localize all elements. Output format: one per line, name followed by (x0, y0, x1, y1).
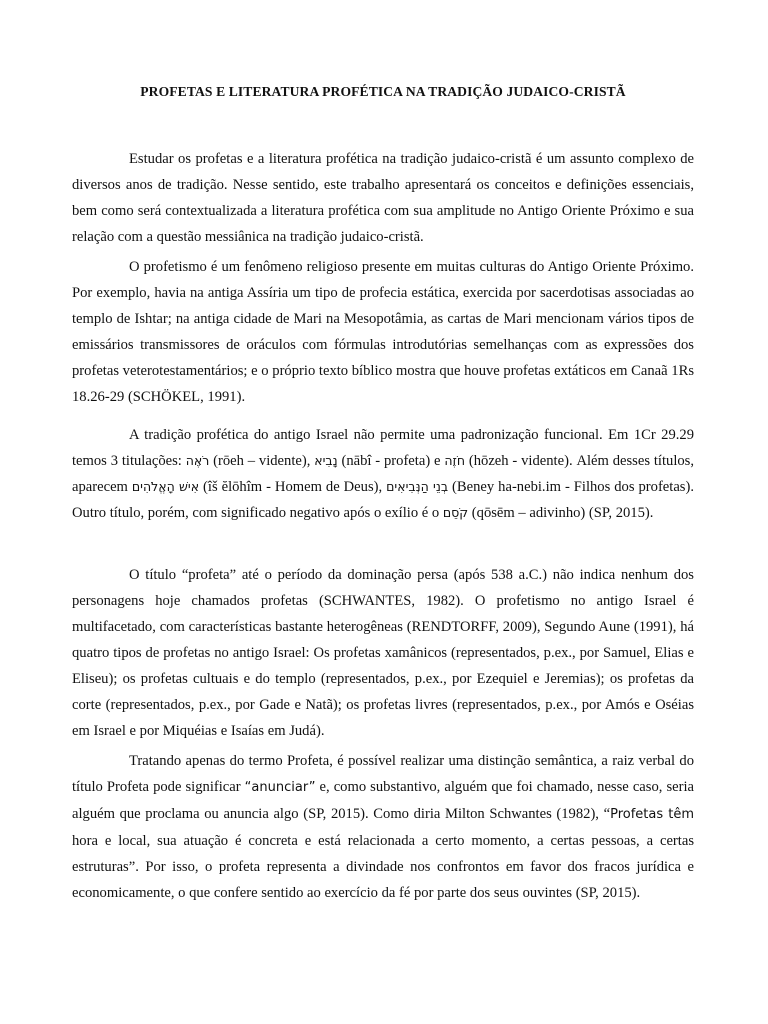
text-segment: (îš ĕlōhîm - Homem de Deus), (199, 479, 387, 495)
paragraph-titulo-profeta: O título “profeta” até o período da dominação persa (após 538 a.C.) não indica nenhum dos personagens hoje chamados profetas (SCHWANTES, 1982). O profetismo no antigo Israel é multifacetado, com características bastante heterogêneas (RENDTORFF, 2009), Segundo Aune (1991), há quatro tipos de profetas no antigo Israel: Os profetas xamânicos (representados, p.ex., por Samuel, Elias e Eliseu); os profetas cultuais e do templo (representados, p.ex., por Ezequiel e Jeremias); os profetas da corte (representados, p.ex., por Gade e Natã); os profetas livres (representados, p.ex., por Amós e Oséias em Israel e por Miquéias e Isaías em Judá). (72, 567, 694, 739)
quoted-term: “anunciar” (244, 780, 316, 795)
document-page (72, 0, 694, 1024)
hebrew-term-beney-nebiim: בְנֵי הַנְּבִיאִים (386, 479, 449, 494)
paragraph-termo-profeta (72, 748, 694, 906)
text-segment: Tratando apenas do termo Profeta, é possível realizar uma distinção semântica, a raiz verbal do título Profeta pode significar (72, 753, 694, 795)
text-segment: (rōeh – vidente), (209, 453, 315, 469)
text-segment: e, como substantivo, alguém que foi chamado, nesse caso, seria alguém que proclama ou anuncia algo (SP, 2015). Como diria Milton Schwantes (1982), “ (72, 779, 695, 822)
text-segment: A tradição profética do antigo Israel não permite uma padronização funcional. Em 1Cr 29.29 temos 3 titulações: (72, 427, 694, 469)
text-segment: (qōsēm – adivinho) (SP, 2015). (468, 505, 654, 521)
document-title: PROFETAS E LITERATURA PROFÉTICA NA TRADIÇÃO JUDAICO-CRISTÃ (140, 84, 626, 99)
hebrew-term-roeh: רֹאֶה (185, 453, 210, 468)
hebrew-term-nabi: נָבִיא (314, 453, 338, 468)
text-segment: (hōzeh - vidente). Além desses títulos, aparecem (72, 453, 694, 495)
text-segment: hora e local, sua atuação é concreta e está relacionada a certo momento, a certas pessoas, a certas estruturas”. Por isso, o profeta representa a divindade nos confrontos em favor dos fracos jurídica e economicamente, o que confere sentido ao exercício da fé por parte dos seus ouvintes (SP, 2015). (72, 833, 694, 901)
paragraph-tradicao (72, 422, 694, 526)
quoted-phrase: Profetas têm (610, 807, 694, 822)
text-segment: (Beney ha-nebi.im - Filhos dos profetas). Outro título, porém, com significado negativo após o exílio é o (72, 479, 694, 521)
hebrew-term-qosem: קֹסֵם (442, 505, 469, 520)
hebrew-term-hozeh: חֹזֶה (444, 453, 466, 468)
paragraph-intro: Estudar os profetas e a literatura profética na tradição judaico-cristã é um assunto complexo de diversos anos de tradição. Nesse sentido, este trabalho apresentará os conceitos e definições essenciais, bem como será contextualizada a literatura profética com sua amplitude no Antigo Oriente Próximo e sua relação com a questão messiânica na tradição judaico-cristã. (72, 151, 694, 245)
paragraph-profetismo: O profetismo é um fenômeno religioso presente em muitas culturas do Antigo Oriente Próximo. Por exemplo, havia na antiga Assíria um tipo de profecia estática, exercida por sacerdotisas associadas ao templo de Ishtar; na antiga cidade de Mari na Mesopotâmia, as cartas de Mari mencionam vários tipos de emissários transmissores de oráculos com fórmulas introdutórias semelhanças com as expressões dos profetas veterotestamentários; e o próprio texto bíblico mostra que houve profetas extáticos em Canaã 1Rs 18.26-29 (SCHÖKEL, 1991). (72, 259, 694, 405)
hebrew-term-ish-elohim: אִישׁ הָאֱלֹהִים (131, 479, 200, 494)
text-segment: (nābî - profeta) e (337, 453, 445, 469)
